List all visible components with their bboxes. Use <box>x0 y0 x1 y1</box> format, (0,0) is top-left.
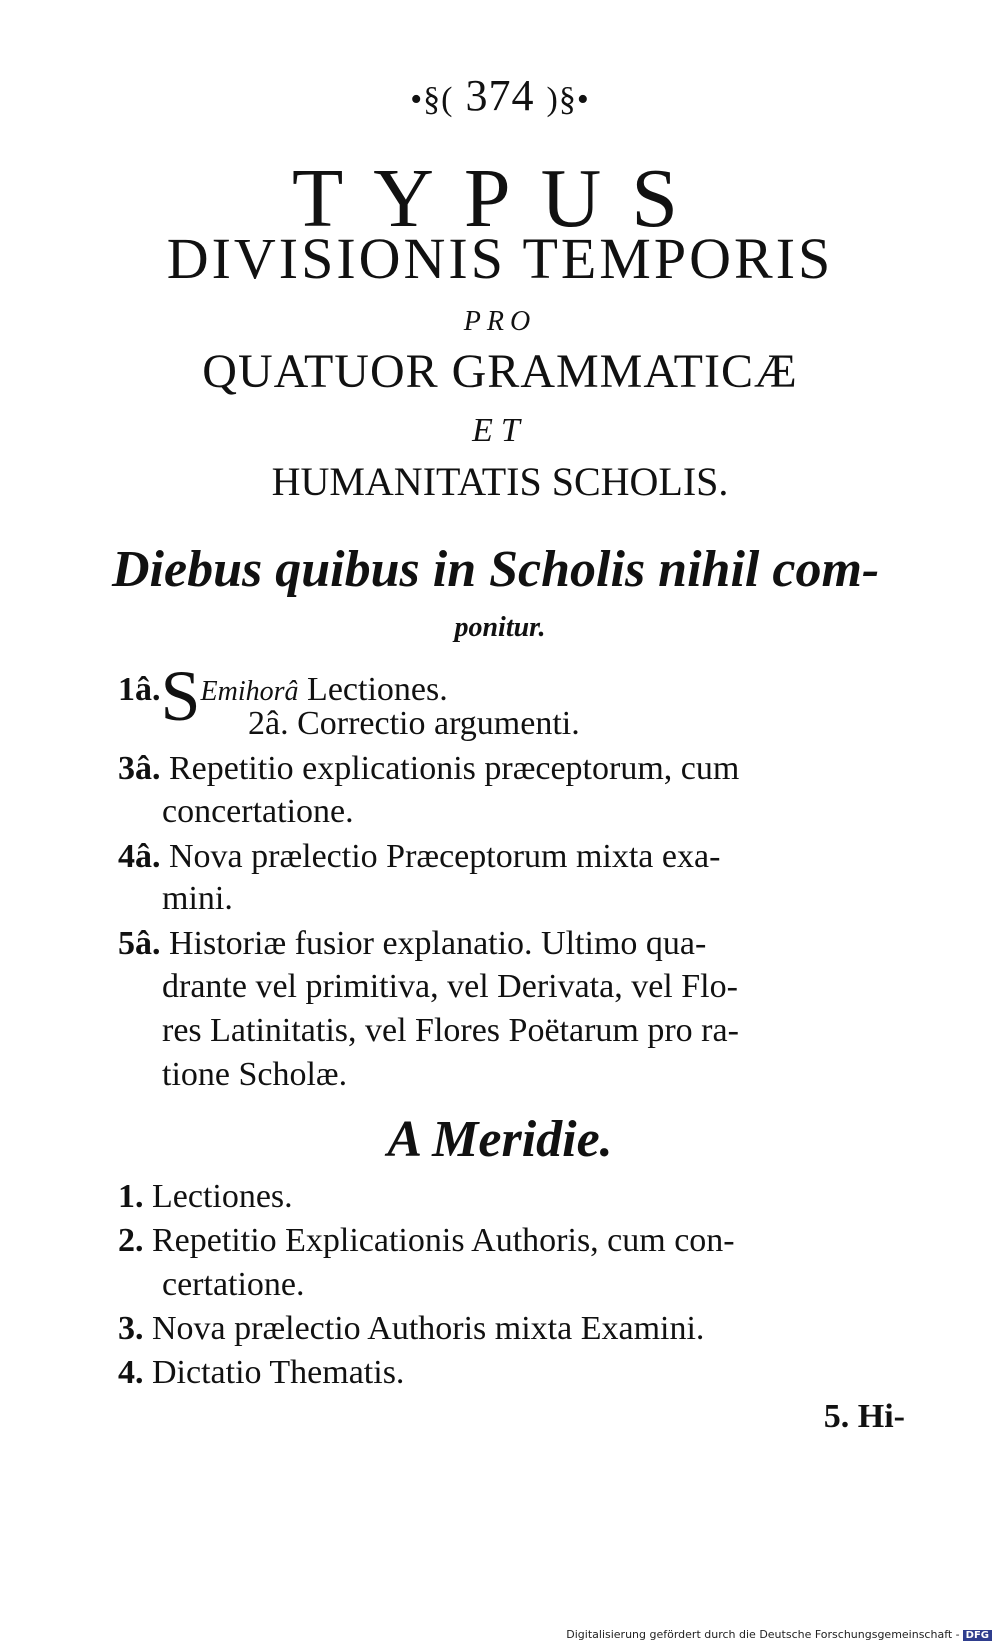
title-line-5: ET <box>472 412 528 449</box>
page-number: 374 <box>465 71 535 120</box>
item-number: 4â. <box>118 838 161 875</box>
section-heading-1-cont: ponitur. <box>454 612 546 643</box>
item-number: 1. <box>118 1178 144 1215</box>
item-text: mini. <box>162 880 233 917</box>
title-line-3: PRO <box>463 306 537 337</box>
drop-cap: S <box>160 656 201 736</box>
item-text: tione Scholæ. <box>162 1056 348 1093</box>
item-text: Lectiones. <box>298 671 448 708</box>
section-heading-1: Diebus quibus in Scholis nihil com- <box>112 541 880 598</box>
list-item <box>118 1222 735 1260</box>
item-text: Lectiones. <box>143 1178 293 1215</box>
list-item-cont <box>162 1266 305 1304</box>
ornament-left: •§( <box>410 80 454 118</box>
item-text: res Latinitatis, vel Flores Poëtarum pro ra- <box>162 1012 739 1049</box>
list-item <box>118 1178 293 1216</box>
item-number: 3â. <box>118 750 161 787</box>
dfg-logo-icon: DFG <box>963 1630 992 1641</box>
item-text: concertatione. <box>162 793 354 830</box>
list-item <box>118 1354 404 1392</box>
list-item <box>118 925 706 963</box>
list-item-cont <box>162 1012 739 1050</box>
credit-text: Digitalisierung gefördert durch die Deutsche Forschungsgemeinschaft - <box>566 1628 960 1641</box>
list-item <box>118 750 739 788</box>
title-line-1: TYPUS <box>291 152 709 245</box>
item-text: certatione. <box>162 1266 305 1303</box>
list-item <box>118 838 720 876</box>
title-line-6: HUMANITATIS SCHOLIS. <box>271 459 729 504</box>
list-item <box>118 1310 704 1348</box>
title-line-4: QUATUOR GRAMMATICÆ <box>202 345 798 398</box>
item-text: Dictatio Thematis. <box>143 1354 405 1391</box>
item-text: Repetitio explicationis præceptorum, cum <box>160 750 740 787</box>
item-number: 1â. <box>118 671 161 708</box>
item-text: Nova prælectio Præceptorum mixta exa- <box>160 838 721 875</box>
item-text: Historiæ fusior explanatio. Ultimo qua- <box>160 925 707 962</box>
section-heading-2: A Meridie. <box>387 1111 613 1168</box>
list-item-cont <box>162 880 233 918</box>
list-item-cont <box>162 1056 347 1094</box>
item-text: 2â. Correctio argumenti. <box>248 705 580 742</box>
ornament-right: )§• <box>546 80 590 118</box>
page-header <box>0 70 1000 121</box>
item-text: drante vel primitiva, vel Derivata, vel Flo- <box>162 968 738 1005</box>
digitization-credit <box>566 1628 992 1641</box>
item-number: 4. <box>118 1354 144 1391</box>
list-item-cont <box>162 793 354 831</box>
list-item-cont <box>162 968 738 1006</box>
item-text: Repetitio Explicationis Authoris, cum con- <box>143 1222 735 1259</box>
item-number: 2. <box>118 1222 144 1259</box>
catchword: 5. Hi- <box>823 1398 905 1435</box>
item-number: 3. <box>118 1310 144 1347</box>
item-lead: Emihorâ <box>200 676 299 707</box>
item-number: 5â. <box>118 925 161 962</box>
item-text: Nova prælectio Authoris mixta Examini. <box>143 1310 705 1347</box>
list-item <box>248 705 580 743</box>
title-line-2: DIVISIONIS TEMPORIS <box>166 226 834 291</box>
